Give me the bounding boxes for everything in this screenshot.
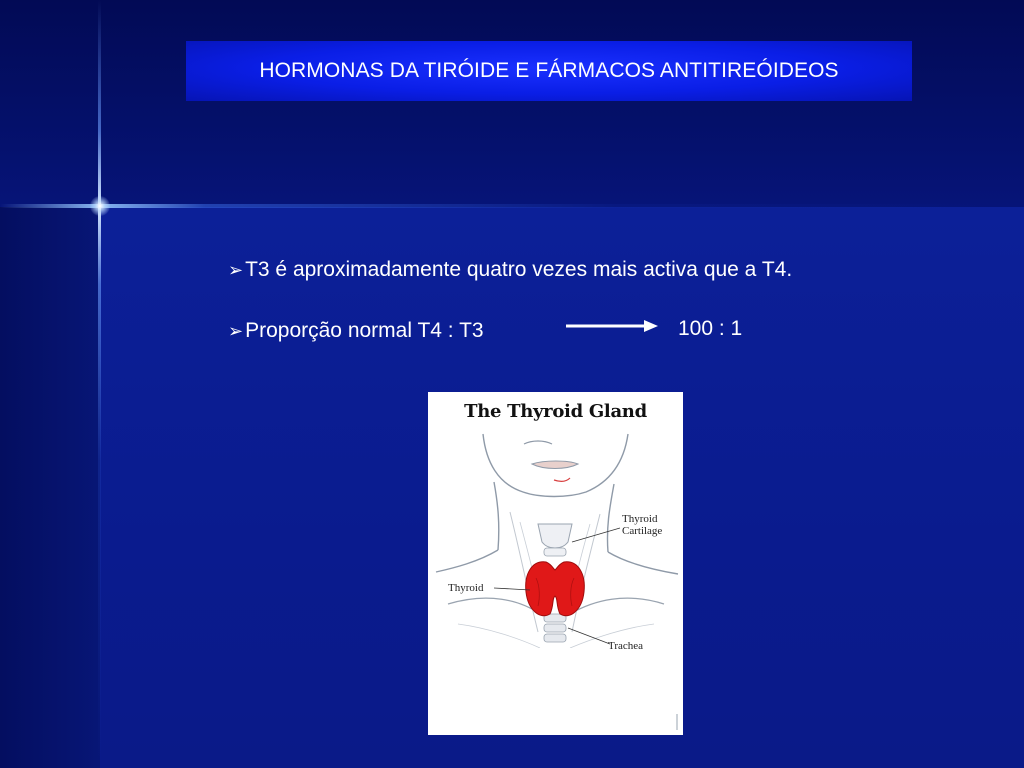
- bullet-text: Proporção normal T4 : T3: [245, 319, 484, 342]
- label-thyroid: Thyroid: [448, 582, 484, 594]
- right-arrow-icon: [566, 318, 658, 334]
- background-top: [0, 0, 1024, 207]
- cross-vertical-line: [98, 0, 101, 768]
- figure-title: The Thyroid Gland: [464, 401, 647, 422]
- bullet-text: T3 é aproximadamente quatro vezes mais activa que a T4.: [245, 258, 793, 281]
- bullet-item-ratio: [228, 318, 484, 344]
- slide-title-box: [186, 41, 912, 101]
- arrowhead-bullet-icon: ➢: [228, 321, 244, 341]
- thyroid-figure: [428, 392, 683, 735]
- label-trachea: Trachea: [608, 640, 644, 652]
- left-band: [0, 207, 100, 768]
- thyroid-illustration: [428, 392, 683, 735]
- slide-title: HORMONAS DA TIRÓIDE E FÁRMACOS ANTITIREÓIDEOS: [259, 59, 839, 82]
- cross-horizontal-line: [0, 204, 1024, 208]
- bullet-item-t3-activity: [228, 257, 792, 283]
- thyroid-gland-shape: [526, 562, 585, 616]
- label-thyroid-cartilage-line1: Thyroid: [622, 513, 658, 525]
- ratio-value: 100 : 1: [678, 317, 743, 340]
- label-thyroid-cartilage-line2: Cartilage: [622, 525, 663, 537]
- arrowhead-bullet-icon: ➢: [228, 260, 244, 280]
- cross-glow-icon: [90, 196, 110, 216]
